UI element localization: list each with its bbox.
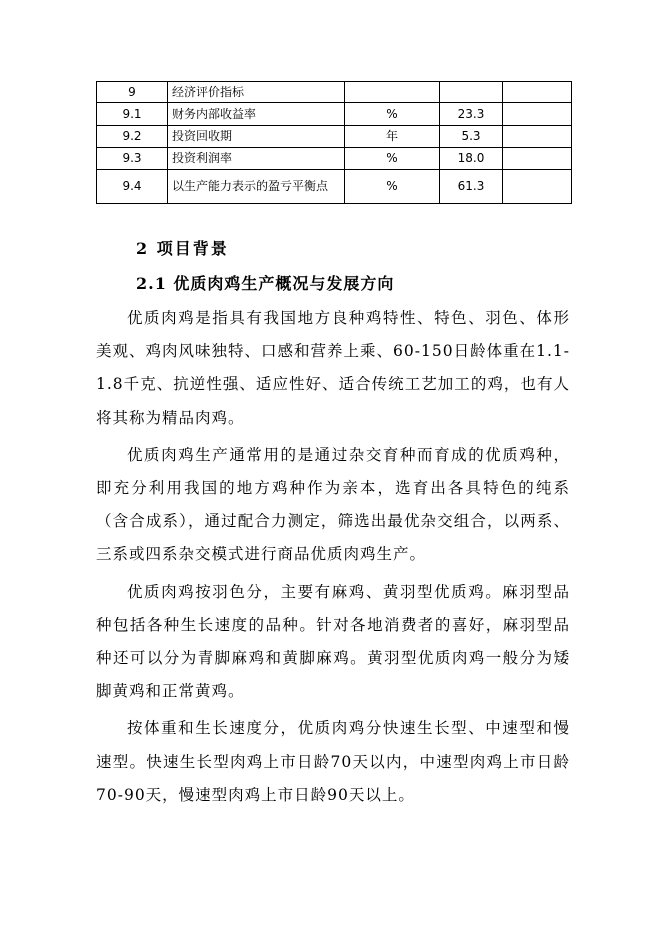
table-row [97, 103, 572, 126]
row-number: 9.2 [97, 126, 168, 148]
paragraph: 优质肉鸡生产通常用的是通过杂交育种而育成的优质鸡种，即充分利用我国的地方鸡种作为亲本，选育出各具特色的纯系（含合成系），通过配合力测定，筛选出最优杂交组合，以两系、三系或四系杂交模式进行商品优质肉鸡生产。 [96, 445, 570, 564]
row-number: 9 [97, 82, 168, 103]
indicator-note [503, 126, 572, 148]
indicator-value: 61.3 [440, 170, 503, 204]
indicator-value: 5.3 [440, 126, 503, 148]
paragraph: 优质肉鸡按羽色分，主要有麻鸡、黄羽型优质鸡。麻羽型品种包括各种生长速度的品种。针对各地消费者的喜好，麻羽型品种还可以分为青脚麻鸡和黄脚麻鸡。黄羽型优质肉鸡一般分为矮脚黄鸡和正常黄鸡。 [96, 582, 570, 701]
section-heading: 2 项目背景 [136, 239, 229, 258]
table-row [97, 148, 572, 170]
indicator-unit: % [345, 148, 440, 170]
indicator-name: 经济评价指标 [168, 82, 345, 103]
row-number: 9.1 [97, 103, 168, 126]
row-number: 9.3 [97, 148, 168, 170]
subsection-heading: 2.1 优质肉鸡生产概况与发展方向 [136, 274, 395, 293]
indicator-value: 18.0 [440, 148, 503, 170]
indicator-unit [345, 82, 440, 103]
economic-indicators-table [96, 81, 572, 204]
indicator-note [503, 148, 572, 170]
indicator-unit: % [345, 170, 440, 204]
indicator-value [440, 82, 503, 103]
indicator-name: 投资回收期 [168, 126, 345, 148]
paragraph: 按体重和生长速度分，优质肉鸡分快速生长型、中速型和慢速型。快速生长型肉鸡上市日龄70天以内，中速型肉鸡上市日龄70-90天，慢速型肉鸡上市日龄90天以上。 [96, 719, 570, 804]
indicator-note [503, 170, 572, 204]
indicator-value: 23.3 [440, 103, 503, 126]
paragraph: 优质肉鸡是指具有我国地方良种鸡特性、特色、羽色、体形美观、鸡肉风味独特、口感和营养上乘、60-150日龄体重在1.1-1.8千克、抗逆性强、适应性好、适合传统工艺加工的鸡，也有人将其称为精品肉鸡。 [96, 309, 570, 427]
indicator-note [503, 103, 572, 126]
indicator-name: 以生产能力表示的盈亏平衡点 [168, 170, 345, 204]
indicator-name: 投资利润率 [168, 148, 345, 170]
table-row [97, 170, 572, 204]
table-row [97, 126, 572, 148]
indicator-note [503, 82, 572, 103]
indicator-name: 财务内部收益率 [168, 103, 345, 126]
table-row [97, 82, 572, 103]
row-number: 9.4 [97, 170, 168, 204]
indicator-unit: % [345, 103, 440, 126]
body-text [96, 302, 570, 816]
indicator-unit: 年 [345, 126, 440, 148]
